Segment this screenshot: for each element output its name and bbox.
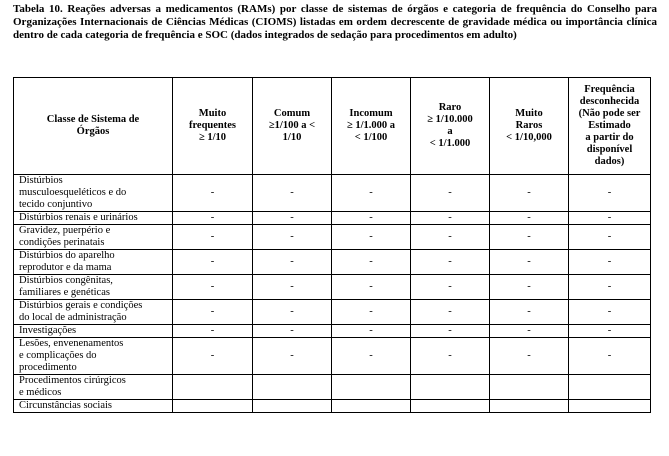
value-cell: -	[411, 212, 490, 225]
table-row	[14, 250, 651, 275]
value-cell: -	[569, 275, 651, 300]
adverse-reactions-table	[13, 77, 651, 413]
value-cell: -	[569, 338, 651, 375]
value-cell: -	[173, 275, 253, 300]
value-cell: -	[569, 212, 651, 225]
value-cell	[569, 400, 651, 413]
value-cell	[490, 400, 569, 413]
value-cell: -	[490, 338, 569, 375]
table-row	[14, 175, 651, 212]
value-cell: -	[173, 338, 253, 375]
header-very-common: Muito frequentes ≥ 1/10	[173, 78, 253, 175]
value-cell: -	[332, 250, 411, 275]
table-row	[14, 212, 651, 225]
header-unknown: Frequência desconhecida (Não pode ser Estimado a partir do disponível dados)	[569, 78, 651, 175]
value-cell	[411, 375, 490, 400]
header-common: Comum ≥1/100 a < 1/10	[253, 78, 332, 175]
value-cell	[411, 400, 490, 413]
value-cell: -	[411, 250, 490, 275]
value-cell: -	[332, 175, 411, 212]
value-cell	[569, 375, 651, 400]
value-cell	[173, 375, 253, 400]
soc-cell: Distúrbios congênitas, familiares e genéticas	[14, 275, 173, 300]
value-cell	[173, 400, 253, 413]
value-cell	[253, 375, 332, 400]
soc-cell: Lesões, envenenamentos e complicações do procedimento	[14, 338, 173, 375]
value-cell: -	[569, 325, 651, 338]
value-cell: -	[332, 225, 411, 250]
soc-cell: Circunstâncias sociais	[14, 400, 173, 413]
table-row	[14, 300, 651, 325]
value-cell: -	[332, 300, 411, 325]
value-cell	[253, 400, 332, 413]
value-cell: -	[490, 225, 569, 250]
value-cell: -	[490, 275, 569, 300]
value-cell: -	[253, 300, 332, 325]
value-cell: -	[411, 300, 490, 325]
value-cell: -	[569, 300, 651, 325]
table-row	[14, 400, 651, 413]
value-cell: -	[490, 325, 569, 338]
value-cell: -	[173, 175, 253, 212]
table-caption: Tabela 10. Reações adversas a medicamentos (RAMs) por classe de sistemas de órgãos e categoria de frequência do Conselho para Organizações Internacionais de Ciências Médicas (CIOMS) listadas em ordem decrescente de gravidade médica ou importância clínica dentro de cada categoria de frequência e SOC (dados integrados de sedação para procedimentos em adulto)	[13, 3, 657, 41]
value-cell: -	[173, 212, 253, 225]
header-soc: Classe de Sistema de Órgãos	[14, 78, 173, 175]
soc-cell: Procedimentos cirúrgicos e médicos	[14, 375, 173, 400]
value-cell: -	[490, 212, 569, 225]
value-cell: -	[569, 250, 651, 275]
value-cell: -	[490, 175, 569, 212]
table-row	[14, 325, 651, 338]
value-cell: -	[173, 225, 253, 250]
value-cell: -	[490, 250, 569, 275]
soc-cell: Gravidez, puerpério e condições perinatais	[14, 225, 173, 250]
value-cell: -	[173, 325, 253, 338]
value-cell: -	[411, 338, 490, 375]
table-body	[14, 175, 651, 413]
value-cell: -	[253, 225, 332, 250]
value-cell	[332, 375, 411, 400]
header-very-rare: Muito Raros < 1/10,000	[490, 78, 569, 175]
header-uncommon: Incomum ≥ 1/1.000 a < 1/100	[332, 78, 411, 175]
value-cell: -	[173, 300, 253, 325]
value-cell: -	[253, 212, 332, 225]
soc-cell: Distúrbios gerais e condições do local de administração	[14, 300, 173, 325]
value-cell	[332, 400, 411, 413]
value-cell: -	[253, 325, 332, 338]
value-cell	[490, 375, 569, 400]
soc-cell: Distúrbios do aparelho reprodutor e da mama	[14, 250, 173, 275]
value-cell: -	[253, 250, 332, 275]
value-cell: -	[332, 275, 411, 300]
value-cell: -	[332, 212, 411, 225]
table-row	[14, 338, 651, 375]
value-cell: -	[411, 275, 490, 300]
value-cell: -	[253, 338, 332, 375]
table-row	[14, 275, 651, 300]
value-cell: -	[411, 325, 490, 338]
table-row	[14, 375, 651, 400]
value-cell: -	[411, 225, 490, 250]
header-rare: Raro ≥ 1/10.000 a < 1/1.000	[411, 78, 490, 175]
value-cell: -	[253, 175, 332, 212]
value-cell: -	[569, 225, 651, 250]
header-row	[14, 78, 651, 175]
soc-cell: Investigações	[14, 325, 173, 338]
value-cell: -	[569, 175, 651, 212]
table-row	[14, 225, 651, 250]
value-cell: -	[332, 338, 411, 375]
value-cell: -	[490, 300, 569, 325]
value-cell: -	[332, 325, 411, 338]
soc-cell: Distúrbios renais e urinários	[14, 212, 173, 225]
soc-cell: Distúrbios musculoesqueléticos e do tecido conjuntivo	[14, 175, 173, 212]
value-cell: -	[253, 275, 332, 300]
value-cell: -	[173, 250, 253, 275]
value-cell: -	[411, 175, 490, 212]
